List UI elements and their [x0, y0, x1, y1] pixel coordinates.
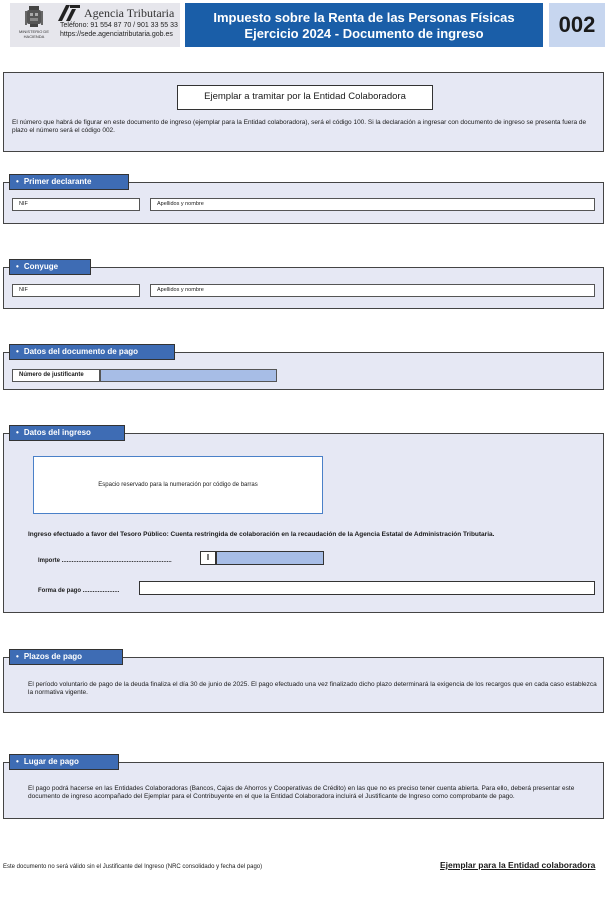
importe-label: Importe .................................................................. [38, 558, 172, 564]
forma-pago-label: Forma de pago ...................... [38, 588, 120, 594]
agencia-logo [58, 5, 180, 39]
lugar-text: El pago podrá hacerse en las Entidades Colaboradoras (Bancos, Cajas de Ahorros y Cooperativas de Crédito) en las que no es preciso tener cuenta abierta. Para ello, deberá presentar este documento de ingreso acompañado del Ejemplar para el Contribuyente en el que la Entidad Colaboradora incluirá el Justificante de Ingreso como comprobante de pago. [28, 785, 575, 800]
tab-plazos: • Plazos de pago [9, 649, 123, 665]
plazos-text: El período voluntario de pago de la deuda finaliza el día 30 de junio de 2025. El pago efectuado una vez finalizado dicho plazo determinará la exigencia de los recargos que en cada caso establezca la normativa vigente. [28, 681, 597, 696]
ingreso-panel [3, 433, 604, 613]
coat-of-arms-icon [24, 5, 44, 29]
logo-block [10, 3, 180, 47]
tab-lugar: • Lugar de pago [9, 754, 119, 770]
tab-primer-declarante: • Primer declarante [9, 174, 129, 190]
footer-ejemplar: Ejemplar para la Entidad colaboradora [440, 860, 596, 870]
ejemplar-title: Ejemplar a tramitar por la Entidad Colaboradora [177, 85, 433, 110]
conyuge-nif-field[interactable]: NIF [12, 284, 140, 297]
intro-panel [3, 72, 604, 152]
apellidos-nombre-field[interactable]: Apellidos y nombre [150, 198, 595, 211]
title-line-2: Ejercicio 2024 - Documento de ingreso [244, 26, 484, 41]
barcode-area: Espacio reservado para la numeración por código de barras [33, 456, 323, 514]
agencia-name: Agencia Tributaria [84, 5, 175, 20]
model-code: 002 [549, 3, 605, 47]
numero-justificante-label: Número de justificante [12, 369, 100, 382]
forma-pago-field[interactable] [139, 581, 595, 595]
agencia-telefono: Teléfono: 91 554 87 70 / 901 33 55 33 [60, 22, 178, 29]
conyuge-apellidos-nombre-field[interactable]: Apellidos y nombre [150, 284, 595, 297]
tab-documento-pago: • Datos del documento de pago [9, 344, 175, 360]
nif-field[interactable]: NIF [12, 198, 140, 211]
agencia-web: https://sede.agenciatributaria.gob.es [60, 31, 173, 38]
tab-conyuge: • Conyuge [9, 259, 91, 275]
lugar-panel [3, 762, 604, 819]
importe-code: I [200, 551, 216, 565]
intro-text: El número que habrá de figurar en este documento de ingreso (ejemplar para la Entidad colaboradora), será el código 100. Si la declaración a ingresar con documento de ingreso se presenta fuera de plazo el número será el código 002. [12, 119, 587, 134]
agencia-tributaria-icon [58, 5, 80, 21]
ministerio-label: MINISTERIO DE HACIENDA [18, 29, 49, 39]
ministerio-logo [14, 5, 54, 45]
footer-note: Este documento no será válido sin el Justificante del Ingreso (NRC consolidado y fecha del pago) [3, 864, 263, 870]
title-line-1: Impuesto sobre la Renta de las Personas Físicas [213, 10, 515, 25]
tesoro-text: Ingreso efectuado a favor del Tesoro Público: Cuenta restringida de colaboración en la recaudación de la Agencia Estatal de Administración Tributaria. [28, 531, 495, 538]
plazos-panel [3, 657, 604, 713]
numero-justificante-field[interactable] [100, 369, 277, 382]
tab-datos-ingreso: • Datos del ingreso [9, 425, 125, 441]
document-title [185, 3, 543, 47]
importe-field[interactable] [216, 551, 324, 565]
conyuge-panel [3, 267, 604, 309]
